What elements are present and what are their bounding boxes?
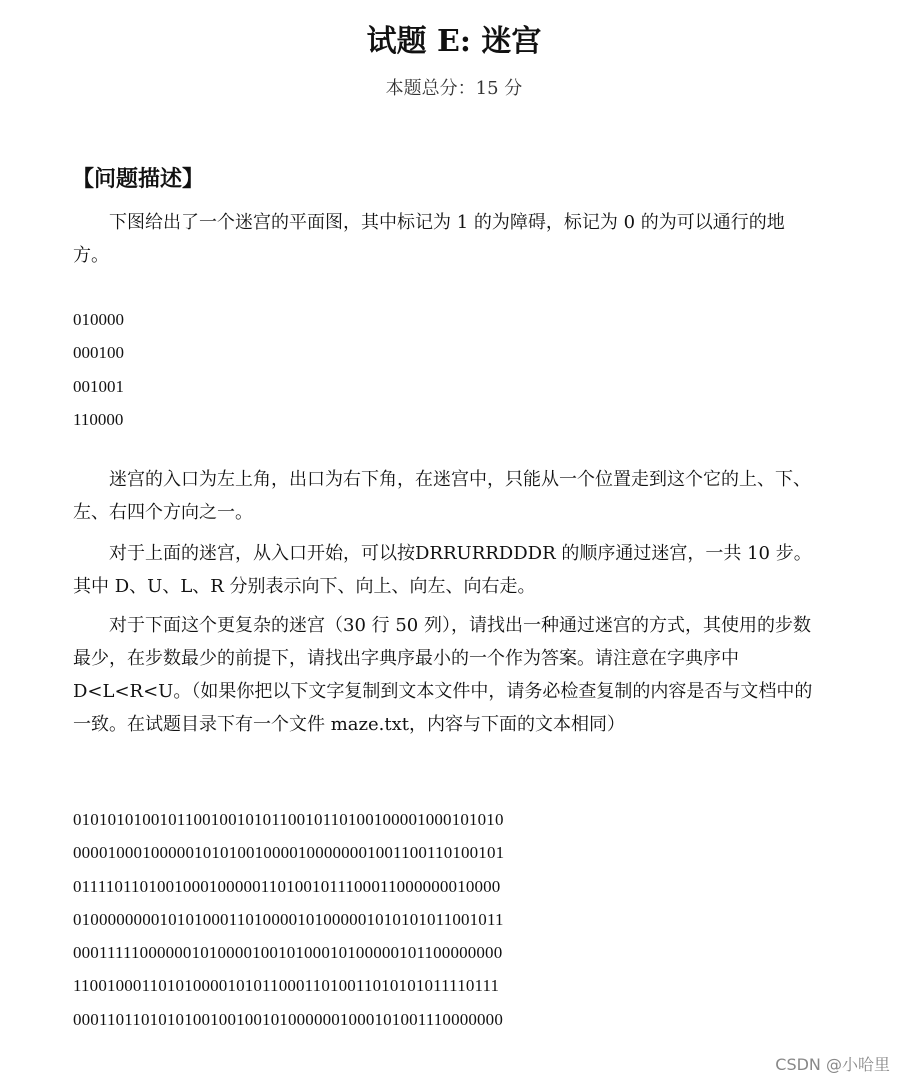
small-maze-grid — [73, 303, 124, 436]
problem-title: 试题 E: 迷宫 — [366, 24, 542, 59]
paragraph-entry-exit: 迷宫的入口为左上角，出口为右下角，在迷宫中，只能从一个位置走到这个它的上、下、左、右四个方向之一。 — [73, 469, 811, 523]
small-maze-row: 110000 — [73, 409, 124, 429]
big-maze-row: 00011011010101001001001010000001000101001110000000 — [73, 1009, 503, 1029]
big-maze-row: 00001000100000101010010000100000001001100110100101 — [73, 843, 505, 863]
big-maze-row: 00011111000000101000010010100010100000101100000000 — [73, 943, 503, 963]
paragraph-intro: 下图给出了一个迷宫的平面图，其中标记为 1 的为障碍，标记为 0 的为可以通行的地方。 — [73, 212, 785, 266]
small-maze-row: 000100 — [73, 343, 124, 363]
big-maze-row: 01111011010010001000001101001011100011000000010000 — [73, 876, 501, 896]
big-maze-row: 01010101001011001001010110010110100100001000101010 — [73, 810, 504, 829]
small-maze-row: 010000 — [73, 310, 124, 329]
small-maze-row: 001001 — [73, 376, 124, 396]
score-line: 本题总分：15 分 — [385, 78, 523, 99]
paragraph-example-path: 对于上面的迷宫，从入口开始，可以按DRRURRDDDR 的顺序通过迷宫，一共 10 步。其中 D、U、L、R 分别表示向下、向上、向左、向右走。 — [73, 543, 812, 597]
big-maze-grid — [73, 803, 504, 1036]
watermark: CSDN @小哈里 — [775, 1055, 890, 1074]
big-maze-row: 01000000001010100011010000101000001010101011001011 — [73, 909, 504, 929]
paragraph-task: 对于下面这个更复杂的迷宫（30 行 50 列），请找出一种通过迷宫的方式，其使用的步数最少，在步数最少的前提下，请找出字典序最小的一个作为答案。请注意在字典序中D<L<R<U。（如果你把以下文字复制到文本文件中，请务必检查复制的内容是否与文档中的一致。在试题目录下有一个文件 maze.txt，内容与下面的文本相同） — [73, 615, 813, 735]
section-heading: 【问题描述】 — [72, 167, 205, 192]
big-maze-row: 11001000110101000010101100011010011010101011110111 — [73, 976, 500, 996]
